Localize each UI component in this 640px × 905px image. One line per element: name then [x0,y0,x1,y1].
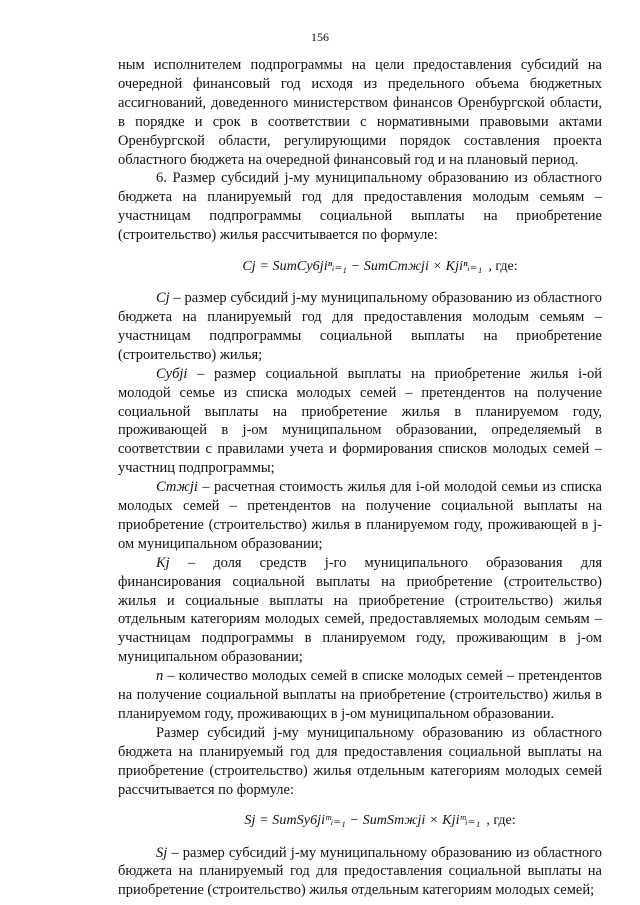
definition-subji-text: – размер социальной выплаты на приобретение жилья i-ой молодой семье из списка молодых семей – претендентов на получение социальной выплаты на приобретение жилья в планируемом году, проживающей в j-ом муниципальном образовании, определяемый в соответствии с правилами учета и формирования списков молодых семей – участниц подпрограммы; [118,365,602,477]
symbol-n: n [156,668,164,685]
definition-stzhji [118,478,602,554]
paragraph-continuation: ным исполнителем подпрограммы на цели предоставления субсидий на очередной финансовый год исходя из предельного объема бюджетных ассигнований, доведенного министерством финансов Оренбургской области, в порядке и срок в соответствии с нормативными правовыми актами Оренбургской области, регулирующими порядок составления проекта областного бюджета на очередной финансовый год и на плановый период. [118,57,602,168]
definition-cj [118,289,602,365]
symbol-kj: Kj [156,554,170,571]
definition-n [118,667,602,724]
formula-cj-tail: , где: [488,258,518,274]
document-body [118,56,602,900]
symbol-cj: Cj [156,290,170,307]
definition-sj-text: – размер субсидий j-му муниципальному образованию из областного бюджета на планируемый год для предоставления социальной выплаты на приобретение (строительство) жилья отдельным категориям молодых семей; [118,844,602,899]
symbol-stzhji: Стжji [156,479,198,496]
paragraph-sj-intro: Размер субсидий j-му муниципальному образованию из областного бюджета на планируемый год для предоставления социальной выплаты на приобретение (строительство) жилья отдельным категориям молодых семей рассчитывается по формуле: [118,724,602,798]
formula-cj [118,245,602,289]
definition-stzhji-text: – расчетная стоимость жилья для i-ой молодой семьи из списка молодых семей – претендентов на получение социальной выплаты на приобретение (строительство) жилья в планируемом году, проживающей в j-ом муниципальном образовании; [118,479,602,552]
definition-n-text: – количество молодых семей в списке молодых семей – претендентов на получение социальной выплаты на приобретение (строительство) жилья в планируемом году, проживающих в j-ом муниципальном образовании. [118,668,602,722]
symbol-subji: Субji [156,365,188,382]
formula-cj-expression: Cj = SumCy6jiⁿᵢ₌₁ − SumCmжji × Kjiⁿᵢ₌₁ [242,258,483,274]
paragraph-item-6: 6. Размер субсидий j-му муниципальному образованию из областного бюджета на планируемый год для предоставления молодым семьям – участницам подпрограммы социальной выплаты на приобретение (строительство) жилья рассчитывается по формуле: [118,170,602,244]
formula-sj [118,800,602,844]
definition-subji [118,365,602,478]
formula-sj-tail: , где: [486,813,516,829]
formula-sj-expression: Sj = SumSy6jiᵐᵢ₌₁ − SumSmжji × Kjiᵐᵢ₌₁ [244,813,481,829]
definition-cj-text: – размер субсидий j-му муниципальному образованию из областного бюджета на планируемый год для предоставления молодым семьям – участницам подпрограммы социальной выплаты на приобретение (строительство) жилья; [118,290,602,363]
page-number: 156 [311,30,329,44]
definition-kj [118,554,602,667]
definition-sj [118,844,602,901]
symbol-sj: Sj [156,844,168,861]
definition-kj-text: – доля средств j-го муниципального образования для финансирования социальной выплаты на приобретение (строительство) жилья и социальные выплаты на приобретение (строительство) жилья отдельным категориям молодых семей, предоставляемых молодым семьям – участницам подпрограммы в планируемом году, проживающим в j-ом муниципальном образовании; [118,554,602,666]
